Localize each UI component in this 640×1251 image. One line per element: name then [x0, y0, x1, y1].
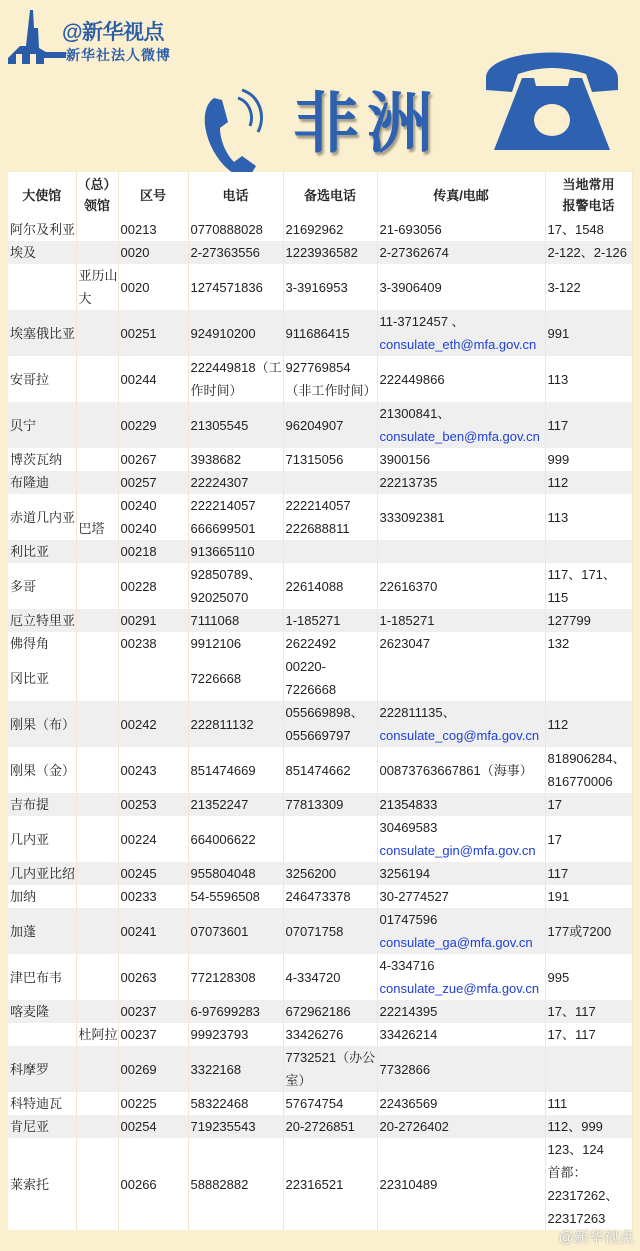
- phone-cell: 92850789、 92025070: [188, 563, 283, 609]
- police-cell: 132: [545, 632, 632, 655]
- police-cell: 17、117: [545, 1000, 632, 1023]
- phone-cell: 21352247: [188, 793, 283, 816]
- email-link[interactable]: consulate_zue@mfa.gov.cn: [379, 981, 540, 996]
- table-row: [8, 701, 632, 747]
- fax-text: 30469583: [379, 820, 438, 835]
- alt-phone-cell: 1223936582: [283, 241, 377, 264]
- consulate-cell: [76, 701, 118, 747]
- embassy-cell: 赤道几内亚: [8, 494, 76, 540]
- fax-text: 3-3906409: [379, 279, 442, 295]
- area-code-cell: 00242: [118, 701, 188, 747]
- police-cell: 123、124 首都： 22317262、 22317263: [545, 1138, 632, 1230]
- phone-cell: 7226668: [188, 655, 283, 701]
- fax-email-cell: [377, 356, 545, 402]
- table-row: [8, 494, 632, 540]
- phone-cell: 07073601: [188, 908, 283, 954]
- fax-text: 3900156: [379, 452, 431, 467]
- consulate-cell: [76, 540, 118, 563]
- table-row: [8, 1138, 632, 1230]
- embassy-cell: 厄立特里亚: [8, 609, 76, 632]
- fax-email-cell: [377, 862, 545, 885]
- header-area-code: 区号: [118, 172, 188, 218]
- embassy-cell: 科摩罗: [8, 1046, 76, 1092]
- phone-cell: 913665110: [188, 540, 283, 563]
- fax-text: 00873763667861（海事）: [379, 762, 533, 778]
- consulate-cell: [76, 885, 118, 908]
- consulate-cell: [76, 609, 118, 632]
- area-code-cell: 00238: [118, 632, 188, 655]
- fax-email-cell: [377, 954, 545, 1000]
- embassy-cell: 刚果（金）: [8, 747, 76, 793]
- fax-text: 1-185271: [379, 613, 435, 628]
- table-row: [8, 816, 632, 862]
- fax-email-cell: [377, 885, 545, 908]
- table-row: [8, 1046, 632, 1092]
- fax-email-cell: [377, 632, 545, 655]
- police-cell: 999: [545, 448, 632, 471]
- phone-cell: 772128308: [188, 954, 283, 1000]
- logo-subtitle: 新华社法人微博: [66, 47, 171, 63]
- alt-phone-cell: 055669898、 055669797: [283, 701, 377, 747]
- phone-cell: 924910200: [188, 310, 283, 356]
- police-cell: 111: [545, 1092, 632, 1115]
- area-code-cell: 0020: [118, 241, 188, 264]
- phone-cell: 21305545: [188, 402, 283, 448]
- table-row: [8, 862, 632, 885]
- fax-email-cell: [377, 402, 545, 448]
- desk-phone-icon: [482, 38, 622, 150]
- fax-email-cell: [377, 609, 545, 632]
- area-code-cell: 00218: [118, 540, 188, 563]
- alt-phone-cell: 57674754: [283, 1092, 377, 1115]
- alt-phone-cell: 246473378: [283, 885, 377, 908]
- fax-email-cell: [377, 816, 545, 862]
- logo-title: @新华视点: [62, 21, 164, 44]
- embassy-cell: 多哥: [8, 563, 76, 609]
- email-link[interactable]: consulate_ben@mfa.gov.cn: [379, 429, 540, 444]
- police-cell: 2-122、2-126: [545, 241, 632, 264]
- fax-text: 21-693056: [379, 222, 442, 237]
- alt-phone-cell: 3256200: [283, 862, 377, 885]
- phone-cell: 664006622: [188, 816, 283, 862]
- area-code-cell: 00228: [118, 563, 188, 609]
- police-cell: 112、999: [545, 1115, 632, 1138]
- consulate-cell: [76, 310, 118, 356]
- fax-email-cell: [377, 1092, 545, 1115]
- fax-text: 30-2774527: [379, 889, 449, 904]
- area-code-cell: 00233: [118, 885, 188, 908]
- table-row: [8, 264, 632, 310]
- embassy-cell: 加蓬: [8, 908, 76, 954]
- table-row: [8, 563, 632, 609]
- fax-email-cell: [377, 1046, 545, 1092]
- fax-text: 22310489: [379, 1176, 438, 1192]
- table-row: [8, 1092, 632, 1115]
- embassy-cell: 冈比亚: [8, 655, 76, 701]
- area-code-cell: 00291: [118, 609, 188, 632]
- police-cell: 112: [545, 701, 632, 747]
- table-row: [8, 747, 632, 793]
- consulate-cell: [76, 1092, 118, 1115]
- consulate-cell: [76, 632, 118, 655]
- fax-email-cell: [377, 494, 545, 540]
- police-cell: 117、171、 115: [545, 563, 632, 609]
- alt-phone-cell: 00220- 7226668: [283, 655, 377, 701]
- embassy-cell: 埃及: [8, 241, 76, 264]
- police-cell: 17: [545, 793, 632, 816]
- phone-cell: 2-27363556: [188, 241, 283, 264]
- police-cell: 818906284、 816770006: [545, 747, 632, 793]
- police-cell: 113: [545, 494, 632, 540]
- fax-email-cell: [377, 448, 545, 471]
- area-code-cell: 00263: [118, 954, 188, 1000]
- embassy-contact-table: [8, 172, 632, 1230]
- header-phone: 电话: [188, 172, 283, 218]
- table-row: [8, 448, 632, 471]
- table-row: [8, 540, 632, 563]
- fax-text: 01747596: [379, 912, 438, 927]
- email-link[interactable]: consulate_ga@mfa.gov.cn: [379, 935, 533, 950]
- header-police: 当地常用 报警电话: [545, 172, 632, 218]
- embassy-cell: 津巴布韦: [8, 954, 76, 1000]
- embassy-cell: 刚果（布）: [8, 701, 76, 747]
- alt-phone-cell: 22614088: [283, 563, 377, 609]
- consulate-cell: [76, 218, 118, 241]
- alt-phone-cell: 222214057 222688811: [283, 494, 377, 540]
- police-cell: 112: [545, 471, 632, 494]
- fax-text: 4-334716: [379, 958, 435, 973]
- alt-phone-cell: 1-185271: [283, 609, 377, 632]
- phone-cell: 719235543: [188, 1115, 283, 1138]
- consulate-cell: [76, 402, 118, 448]
- police-cell: 17: [545, 816, 632, 862]
- xinhua-logo-icon: [8, 8, 66, 68]
- fax-text: 333092381: [379, 509, 445, 525]
- phone-cell: 99923793: [188, 1023, 283, 1046]
- fax-email-cell: [377, 264, 545, 310]
- embassy-cell: 肯尼亚: [8, 1115, 76, 1138]
- consulate-cell: [76, 747, 118, 793]
- area-code-cell: 00243: [118, 747, 188, 793]
- fax-text: 22436569: [379, 1096, 438, 1111]
- fax-email-cell: [377, 1115, 545, 1138]
- email-link[interactable]: consulate_eth@mfa.gov.cn: [379, 337, 537, 352]
- header-alt-phone: 备选电话: [283, 172, 377, 218]
- alt-phone-cell: 3-3916953: [283, 264, 377, 310]
- police-cell: 113: [545, 356, 632, 402]
- alt-phone-cell: 927769854（非工作时间）: [283, 356, 377, 402]
- fax-email-cell: [377, 1000, 545, 1023]
- police-cell: 117: [545, 402, 632, 448]
- fax-text: 2-27362674: [379, 245, 449, 260]
- fax-email-cell: [377, 218, 545, 241]
- phone-cell: 851474669: [188, 747, 283, 793]
- embassy-cell: 佛得角: [8, 632, 76, 655]
- embassy-cell: 莱索托: [8, 1138, 76, 1230]
- phone-cell: 6-97699283: [188, 1000, 283, 1023]
- phone-cell: 222214057 666699501: [188, 494, 283, 540]
- embassy-cell: 几内亚: [8, 816, 76, 862]
- table-row: [8, 793, 632, 816]
- alt-phone-cell: 20-2726851: [283, 1115, 377, 1138]
- table-row: [8, 1000, 632, 1023]
- table-row: [8, 1023, 632, 1046]
- fax-email-cell: [377, 540, 545, 563]
- consulate-cell: [76, 471, 118, 494]
- police-cell: [545, 540, 632, 563]
- police-cell: 3-122: [545, 264, 632, 310]
- consulate-cell: [76, 816, 118, 862]
- embassy-cell: 加纳: [8, 885, 76, 908]
- phone-cell: 222811132: [188, 701, 283, 747]
- table-row: [8, 402, 632, 448]
- alt-phone-cell: 33426276: [283, 1023, 377, 1046]
- area-code-cell: 00237: [118, 1023, 188, 1046]
- email-link[interactable]: consulate_cog@mfa.gov.cn: [379, 728, 540, 743]
- area-code-cell: 00257: [118, 471, 188, 494]
- embassy-cell: 喀麦隆: [8, 1000, 76, 1023]
- fax-email-cell: [377, 1138, 545, 1230]
- consulate-cell: [76, 862, 118, 885]
- phone-cell: 1274571836: [188, 264, 283, 310]
- header-fax-email: 传真/电邮: [377, 172, 545, 218]
- phone-cell: 9912106: [188, 632, 283, 655]
- consulate-cell: 杜阿拉: [76, 1023, 118, 1046]
- table-row: [8, 241, 632, 264]
- area-code-cell: 0020: [118, 264, 188, 310]
- table-row: [8, 885, 632, 908]
- embassy-cell: [8, 1023, 76, 1046]
- table-row: [8, 356, 632, 402]
- table-row: [8, 954, 632, 1000]
- alt-phone-cell: 2622492: [283, 632, 377, 655]
- fax-text: 222449866: [379, 371, 445, 387]
- fax-text: 33426214: [379, 1027, 438, 1042]
- fax-text: 22616370: [379, 578, 438, 594]
- fax-text: 22213735: [379, 475, 438, 490]
- area-code-cell: [118, 655, 188, 701]
- fax-email-cell: [377, 747, 545, 793]
- area-code-cell: 00240 00240: [118, 494, 188, 540]
- fax-text: 22214395: [379, 1004, 438, 1019]
- area-code-cell: 00237: [118, 1000, 188, 1023]
- phone-cell: 955804048: [188, 862, 283, 885]
- area-code-cell: 00224: [118, 816, 188, 862]
- police-cell: 191: [545, 885, 632, 908]
- embassy-cell: 几内亚比绍: [8, 862, 76, 885]
- fax-email-cell: [377, 908, 545, 954]
- table-row: [8, 632, 632, 655]
- consulate-cell: [76, 448, 118, 471]
- phone-handset-icon: [200, 88, 270, 183]
- alt-phone-cell: 21692962: [283, 218, 377, 241]
- fax-email-cell: [377, 241, 545, 264]
- fax-email-cell: [377, 563, 545, 609]
- phone-cell: 0770888028: [188, 218, 283, 241]
- phone-cell: 58322468: [188, 1092, 283, 1115]
- consulate-cell: 亚历山大: [76, 264, 118, 310]
- consulate-cell: [76, 954, 118, 1000]
- embassy-cell: 科特迪瓦: [8, 1092, 76, 1115]
- table-row: [8, 310, 632, 356]
- embassy-cell: 吉布提: [8, 793, 76, 816]
- police-cell: 17、117: [545, 1023, 632, 1046]
- table-row: [8, 908, 632, 954]
- alt-phone-cell: 911686415: [283, 310, 377, 356]
- area-code-cell: 00229: [118, 402, 188, 448]
- alt-phone-cell: 07071758: [283, 908, 377, 954]
- consulate-cell: [76, 241, 118, 264]
- alt-phone-cell: 22316521: [283, 1138, 377, 1230]
- consulate-cell: 巴塔: [76, 494, 118, 540]
- banner: [0, 0, 640, 170]
- fax-email-cell: [377, 701, 545, 747]
- alt-phone-cell: 96204907: [283, 402, 377, 448]
- table-row: [8, 609, 632, 632]
- fax-text: 20-2726402: [379, 1119, 449, 1134]
- area-code-cell: 00241: [118, 908, 188, 954]
- fax-text: 222811135、: [379, 705, 456, 720]
- embassy-cell: [8, 264, 76, 310]
- area-code-cell: 00266: [118, 1138, 188, 1230]
- fax-email-cell: [377, 1023, 545, 1046]
- embassy-cell: 阿尔及利亚: [8, 218, 76, 241]
- phone-cell: 3322168: [188, 1046, 283, 1092]
- embassy-cell: 利比亚: [8, 540, 76, 563]
- area-code-cell: 00213: [118, 218, 188, 241]
- area-code-cell: 00251: [118, 310, 188, 356]
- watermark: @新华视点: [558, 1229, 634, 1246]
- area-code-cell: 00267: [118, 448, 188, 471]
- email-link[interactable]: consulate_gin@mfa.gov.cn: [379, 843, 536, 858]
- table-row: [8, 471, 632, 494]
- consulate-cell: [76, 1046, 118, 1092]
- police-cell: 127799: [545, 609, 632, 632]
- alt-phone-cell: [283, 471, 377, 494]
- fax-text: 2623047: [379, 636, 431, 651]
- phone-cell: 54-5596508: [188, 885, 283, 908]
- phone-cell: 58882882: [188, 1138, 283, 1230]
- phone-cell: 222449818（工作时间）: [188, 356, 283, 402]
- area-code-cell: 00253: [118, 793, 188, 816]
- fax-text: 21354833: [379, 797, 438, 812]
- police-cell: 17、1548: [545, 218, 632, 241]
- fax-text: 3256194: [379, 866, 431, 881]
- fax-text: 11-3712457 、: [379, 314, 465, 329]
- embassy-cell: 布隆迪: [8, 471, 76, 494]
- fax-text: 7732866: [379, 1061, 431, 1077]
- area-code-cell: 00244: [118, 356, 188, 402]
- alt-phone-cell: 4-334720: [283, 954, 377, 1000]
- header-consulate: （总） 领馆: [76, 172, 118, 218]
- area-code-cell: 00254: [118, 1115, 188, 1138]
- alt-phone-cell: [283, 540, 377, 563]
- alt-phone-cell: 77813309: [283, 793, 377, 816]
- consulate-cell: [76, 1000, 118, 1023]
- embassy-cell: 安哥拉: [8, 356, 76, 402]
- embassy-cell: 博茨瓦纳: [8, 448, 76, 471]
- alt-phone-cell: [283, 816, 377, 862]
- phone-cell: 22224307: [188, 471, 283, 494]
- consulate-cell: [76, 655, 118, 701]
- police-cell: [545, 655, 632, 701]
- police-cell: 177或7200: [545, 908, 632, 954]
- area-code-cell: 00245: [118, 862, 188, 885]
- header-embassy: 大使馆: [8, 172, 76, 218]
- table-row: [8, 218, 632, 241]
- consulate-cell: [76, 793, 118, 816]
- consulate-cell: [76, 908, 118, 954]
- police-cell: 117: [545, 862, 632, 885]
- police-cell: [545, 1046, 632, 1092]
- fax-email-cell: [377, 471, 545, 494]
- consulate-cell: [76, 563, 118, 609]
- alt-phone-cell: 672962186: [283, 1000, 377, 1023]
- consulate-cell: [76, 1138, 118, 1230]
- table-row: [8, 655, 632, 701]
- table-row: [8, 1115, 632, 1138]
- region-title: 非洲: [293, 86, 441, 160]
- consulate-cell: [76, 1115, 118, 1138]
- alt-phone-cell: 851474662: [283, 747, 377, 793]
- alt-phone-cell: 71315056: [283, 448, 377, 471]
- fax-email-cell: [377, 655, 545, 701]
- police-cell: 995: [545, 954, 632, 1000]
- alt-phone-cell: 7732521（办公室）: [283, 1046, 377, 1092]
- police-cell: 991: [545, 310, 632, 356]
- phone-cell: 3938682: [188, 448, 283, 471]
- phone-cell: 7111068: [188, 609, 283, 632]
- embassy-cell: 埃塞俄比亚: [8, 310, 76, 356]
- table-header-row: [8, 172, 632, 218]
- consulate-cell: [76, 356, 118, 402]
- area-code-cell: 00225: [118, 1092, 188, 1115]
- fax-email-cell: [377, 793, 545, 816]
- fax-text: 21300841、: [379, 406, 451, 421]
- embassy-cell: 贝宁: [8, 402, 76, 448]
- fax-email-cell: [377, 310, 545, 356]
- area-code-cell: 00269: [118, 1046, 188, 1092]
